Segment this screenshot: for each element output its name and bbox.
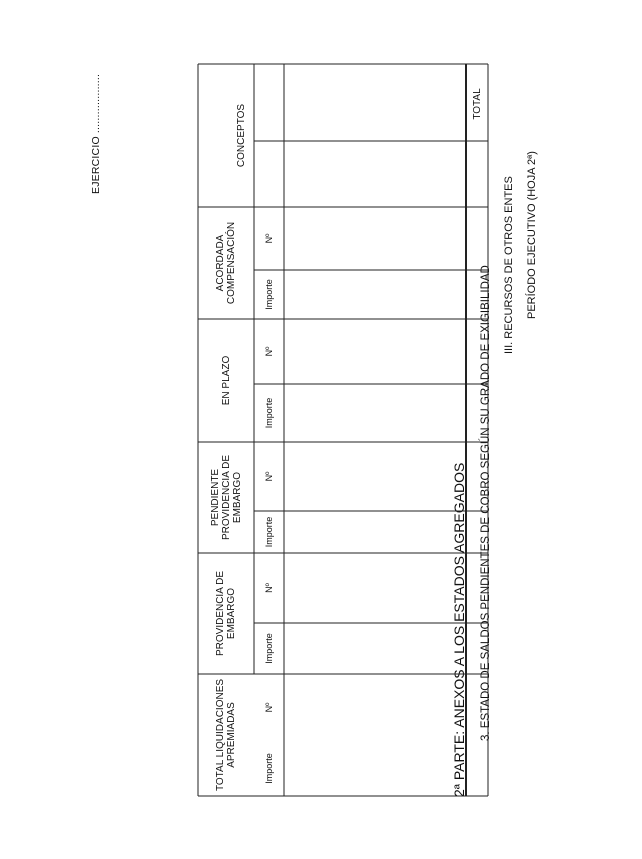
conceptos-header: CONCEPTOS [235,103,247,168]
sub-total-importe: Importe [263,753,274,784]
sub-acordada-numero: Nº [263,233,274,244]
col-providencia-embargo: PROVIDENCIA DE EMBARGO [215,570,237,657]
sub-providencia-numero: Nº [263,583,274,593]
sub-providencia-importe: Importe [263,633,274,664]
sub-plazo-numero: Nº [263,346,274,357]
sub-total-numero: Nº [263,702,274,713]
col-acordada-compensacion: ACORDADA COMPENSACIÓN [215,221,237,305]
sub-pendiente-numero: Nº [263,471,274,482]
total-row-label: TOTAL [471,88,483,120]
document-section: III. RECURSOS DE OTROS ENTES [503,176,515,354]
sub-acordada-importe: Importe [263,279,274,310]
document-subtitle: 3. ESTADO DE SALDOS PENDIENTES DE COBRO SEGÚN SU GRADO DE EXIGIBILIDAD [480,265,492,741]
ejercicio-field: EJERCICIO ................... [90,73,102,194]
document-title: 2ª PARTE: ANEXOS A LOS ESTADOS AGREGADOS [451,462,467,797]
sub-plazo-importe: Importe [263,397,274,429]
col-pendiente-providencia: PENDIENTE PROVIDENCIA DE EMBARGO [209,454,243,541]
sub-pendiente-importe: Importe [263,516,274,548]
col-total-liquidaciones: TOTAL LIQUIDACIONES APREMIADAS [215,678,237,792]
col-en-plazo: EN PLAZO [220,355,232,406]
document-period: PERÍODO EJECUTIVO (HOJA 2ª) [526,151,538,319]
